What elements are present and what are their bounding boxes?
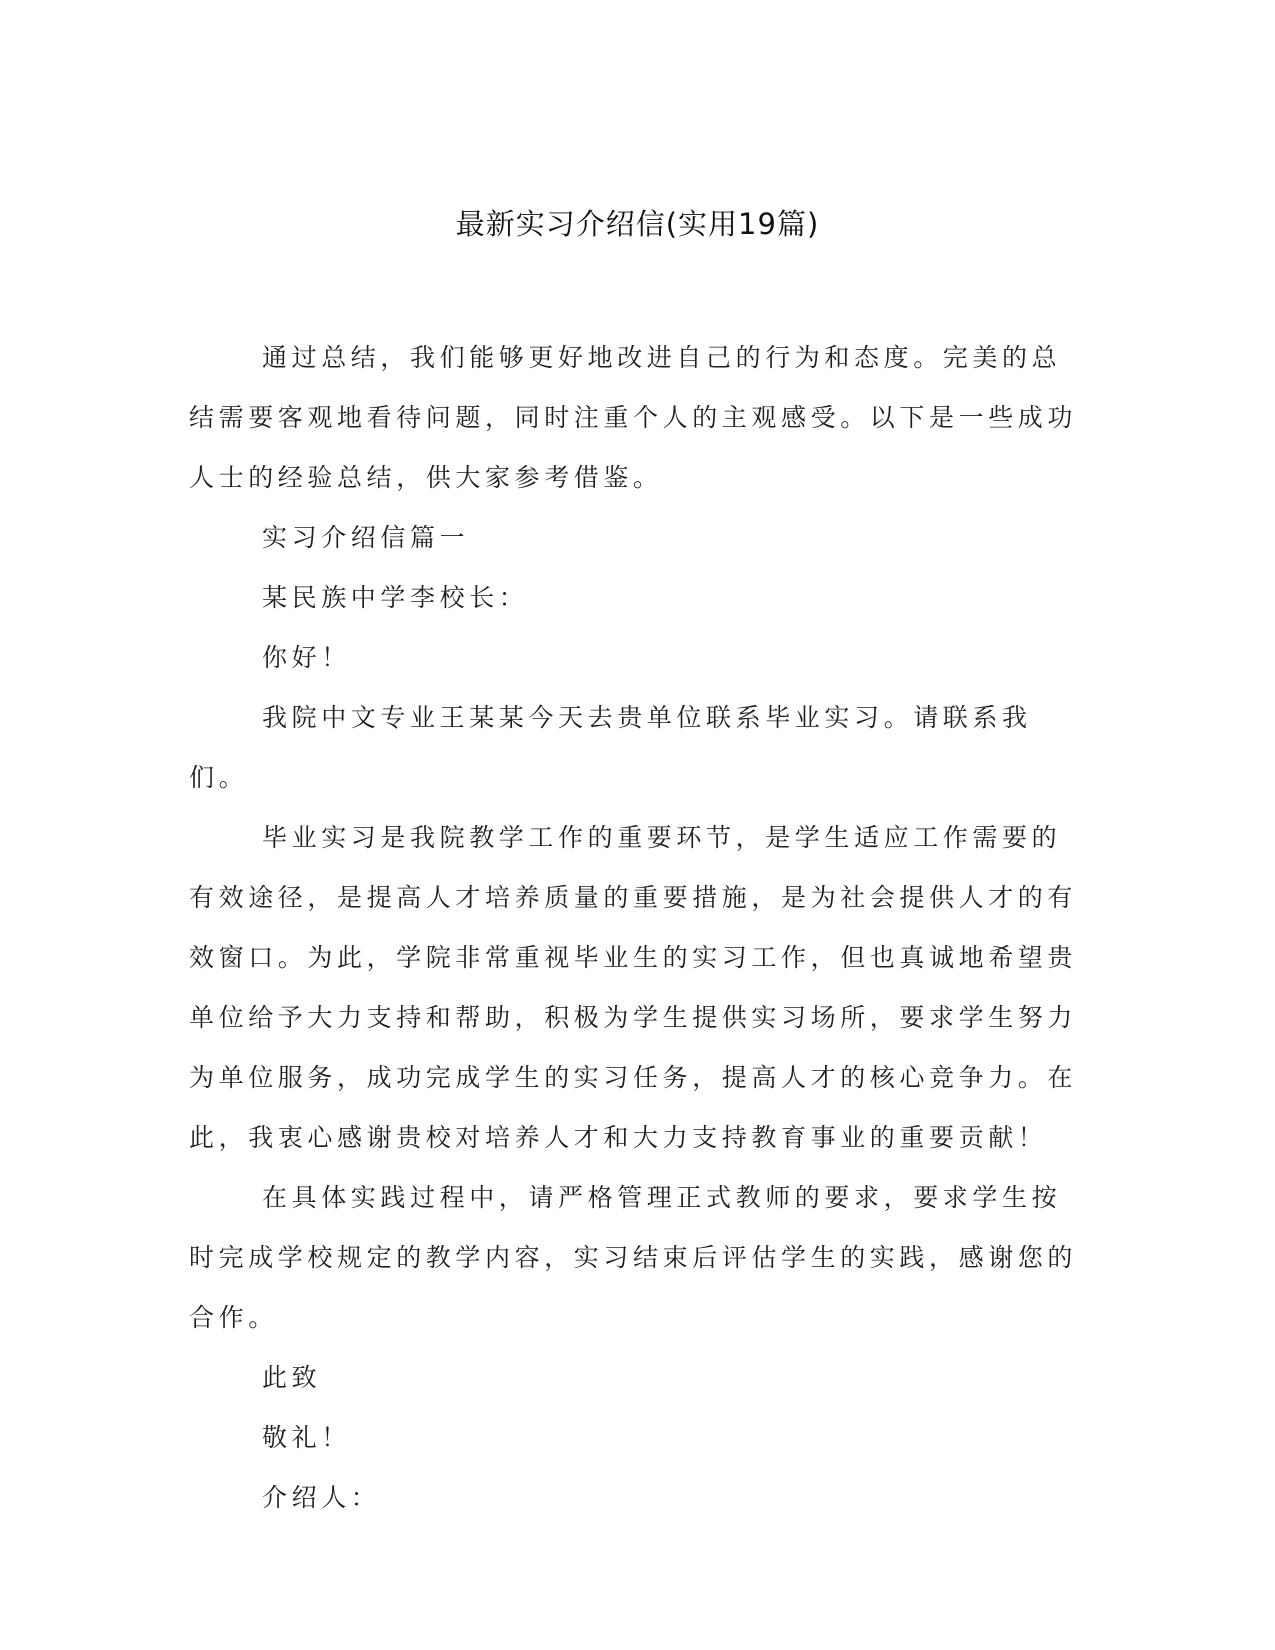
document-title: 最新实习介绍信(实用19篇) xyxy=(455,207,820,241)
salutation-recipient: 某民族中学李校长： xyxy=(262,583,529,612)
letter-paragraph: 我院中文专业王某某今天去贵单位联系毕业实习。请联系我们。 xyxy=(189,703,1032,792)
document-body xyxy=(189,328,1079,1528)
letter-paragraph: 在具体实践过程中，请严格管理正式教师的要求，要求学生按时完成学校规定的教学内容，实习结束后评估学生的实践，感谢您的合作。 xyxy=(189,1183,1078,1332)
closing-regards: 敬礼！ xyxy=(262,1423,351,1452)
letter-paragraph: 毕业实习是我院教学工作的重要环节，是学生适应工作需要的有效途径，是提高人才培养质量的重要措施，是为社会提供人才的有效窗口。为此，学院非常重视毕业生的实习工作，但也真诚地希望贵单位给予大力支持和帮助，积极为学生提供实习场所，要求学生努力为单位服务，成功完成学生的实习任务，提高人才的核心竞争力。在此，我衷心感谢贵校对培养人才和大力支持教育事业的重要贡献！ xyxy=(189,823,1078,1152)
intro-paragraph: 通过总结，我们能够更好地改进自己的行为和态度。完美的总结需要客观地看待问题，同时注重个人的主观感受。以下是一些成功人士的经验总结，供大家参考借鉴。 xyxy=(189,343,1078,492)
section-heading: 实习介绍信篇一 xyxy=(262,523,470,552)
greeting: 你好！ xyxy=(262,643,351,672)
introducer-label: 介绍人： xyxy=(262,1483,381,1512)
closing-line: 此致 xyxy=(262,1363,322,1392)
